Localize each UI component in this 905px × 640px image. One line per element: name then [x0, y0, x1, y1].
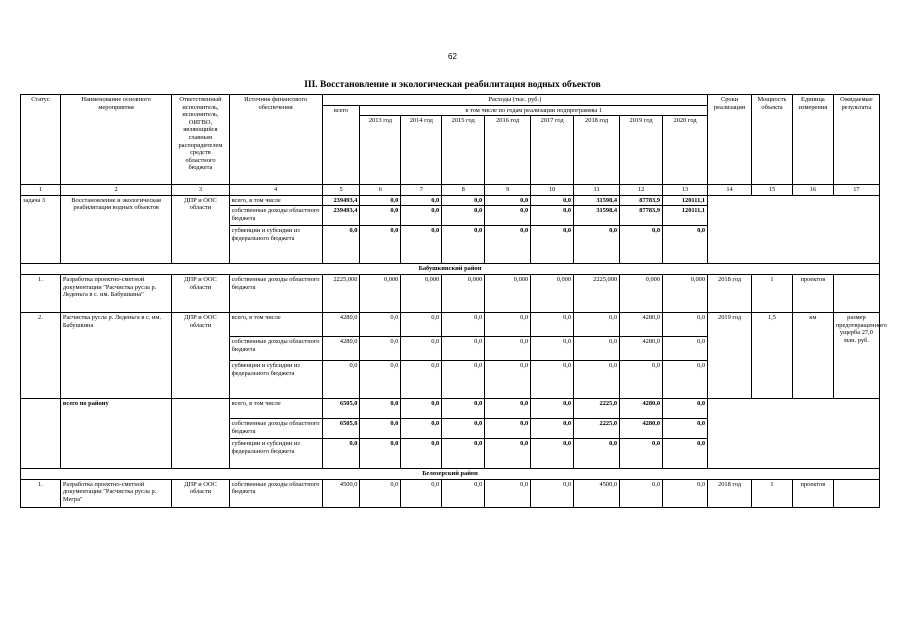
value-cell: 0,0	[485, 226, 531, 264]
source-cell: собственные доходы областного бюджета	[229, 336, 322, 360]
total-empty	[172, 398, 229, 468]
col-number: 14	[708, 185, 752, 196]
value-cell: 0,0	[401, 398, 442, 418]
value-cell: 0,0	[531, 206, 574, 226]
value-cell: 0,0	[360, 398, 401, 418]
value-cell: 0,0	[531, 312, 574, 336]
col-number: 10	[531, 185, 574, 196]
value-cell: 0,0	[401, 336, 442, 360]
value-cell: 0,0	[322, 360, 360, 398]
header-unit: Единица измерения	[792, 95, 833, 185]
value-cell: 31598,4	[574, 195, 620, 206]
item-responsible: ДПР и ООС области	[172, 312, 229, 398]
value-cell: 0,0	[531, 336, 574, 360]
expenses-table	[20, 94, 887, 508]
value-cell: 0,000	[663, 274, 708, 312]
value-cell: 0,0	[620, 479, 663, 507]
value-cell: 0,0	[663, 398, 708, 418]
value-cell: 0,0	[442, 312, 485, 336]
value-cell: 0,0	[360, 206, 401, 226]
task3-row-total	[21, 195, 880, 206]
value-cell: 0,000	[360, 274, 401, 312]
value-cell: 0,0	[442, 226, 485, 264]
value-cell: 0,0	[360, 360, 401, 398]
task3-name: Восстановление и экологическая реабилитация водных объектов	[60, 195, 171, 264]
header-year: 2014 год	[401, 116, 442, 185]
header-row-1	[21, 95, 880, 106]
col-number: 8	[442, 185, 485, 196]
value-cell: 31598,4	[574, 206, 620, 226]
header-power: Мощность объекта	[752, 95, 793, 185]
value-cell: 0,0	[322, 438, 360, 468]
value-cell: 0,0	[485, 479, 531, 507]
value-cell: 0,0	[401, 226, 442, 264]
value-cell: 0,0	[531, 398, 574, 418]
value-cell: 4280,0	[620, 336, 663, 360]
col-number: 4	[229, 185, 322, 196]
value-cell: 4500,0	[322, 479, 360, 507]
value-cell: 0,0	[360, 479, 401, 507]
value-cell: 0,0	[360, 226, 401, 264]
source-cell: субвенции и субсидии из федерального бюджета	[229, 360, 322, 398]
value-cell: 0,0	[485, 418, 531, 438]
value-cell: 0,0	[442, 398, 485, 418]
item-power: 1,5	[752, 312, 793, 398]
task3-empty	[708, 195, 880, 264]
item-number: 1.	[21, 274, 61, 312]
value-cell: 0,0	[401, 418, 442, 438]
col-number: 12	[620, 185, 663, 196]
header-year: 2019 год	[620, 116, 663, 185]
value-cell: 0,0	[574, 438, 620, 468]
value-cell: 120111,1	[663, 195, 708, 206]
value-cell: 4280,0	[620, 312, 663, 336]
header-year: 2013 год	[360, 116, 401, 185]
item-name: Расчистка русла р. Леденьга в с. им. Бабушкина	[60, 312, 171, 398]
value-cell: 0,0	[401, 438, 442, 468]
value-cell: 0,0	[574, 312, 620, 336]
value-cell: 0,0	[360, 195, 401, 206]
value-cell: 239493,4	[322, 206, 360, 226]
value-cell: 0,0	[401, 195, 442, 206]
item-responsible: ДПР и ООС области	[172, 274, 229, 312]
value-cell: 4280,0	[620, 398, 663, 418]
value-cell: 0,0	[322, 226, 360, 264]
item-term: 2018 год	[708, 479, 752, 507]
source-cell: субвенции и субсидии из федерального бюджета	[229, 226, 322, 264]
source-cell: собственные доходы областного бюджета	[229, 418, 322, 438]
col-number: 11	[574, 185, 620, 196]
col-number: 5	[322, 185, 360, 196]
item-result	[833, 274, 879, 312]
task3-responsible: ДПР и ООС области	[172, 195, 229, 264]
value-cell: 4500,0	[574, 479, 620, 507]
district1-item2-row-total	[21, 312, 880, 336]
section-title: III. Восстановление и экологическая реабилитация водных объектов	[304, 80, 601, 90]
item-unit: проектов	[792, 274, 833, 312]
district-name: Белозерский район	[21, 468, 880, 479]
header-by-years: в том числе по годам реализации подпрограммы 1	[360, 105, 708, 116]
value-cell: 0,0	[531, 438, 574, 468]
column-numbers-row	[21, 185, 880, 196]
value-cell: 2225,0	[574, 418, 620, 438]
value-cell: 0,0	[442, 418, 485, 438]
value-cell: 0,0	[401, 206, 442, 226]
col-number: 13	[663, 185, 708, 196]
value-cell: 4280,0	[620, 418, 663, 438]
value-cell: 0,0	[663, 438, 708, 468]
value-cell: 0,0	[620, 360, 663, 398]
value-cell: 0,0	[442, 206, 485, 226]
col-number: 9	[485, 185, 531, 196]
district-name: Бабушкинский район	[21, 264, 880, 275]
value-cell: 0,0	[442, 195, 485, 206]
value-cell: 0,0	[574, 360, 620, 398]
value-cell: 0,0	[442, 438, 485, 468]
value-cell: 2225,0	[574, 398, 620, 418]
source-cell: собственные доходы областного бюджета	[229, 206, 322, 226]
district2-item1-row	[21, 479, 880, 507]
item-power: 1	[752, 479, 793, 507]
value-cell: 120111,1	[663, 206, 708, 226]
value-cell: 6505,0	[322, 418, 360, 438]
district-row	[21, 468, 880, 479]
value-cell: 0,0	[401, 360, 442, 398]
value-cell: 0,000	[531, 274, 574, 312]
header-total: всего	[322, 105, 360, 185]
item-unit: км	[792, 312, 833, 398]
value-cell: 0,0	[620, 226, 663, 264]
value-cell: 87783,9	[620, 206, 663, 226]
source-cell: собственные доходы областного бюджета	[229, 479, 322, 507]
value-cell: 0,000	[442, 274, 485, 312]
total-empty	[21, 398, 61, 468]
district-total-label: всего по району	[60, 398, 171, 468]
district1-total-row-total	[21, 398, 880, 418]
col-number: 15	[752, 185, 793, 196]
value-cell: 0,0	[663, 360, 708, 398]
value-cell: 2225,000	[322, 274, 360, 312]
item-number: 2.	[21, 312, 61, 398]
item-power: 1	[752, 274, 793, 312]
value-cell: 0,0	[531, 479, 574, 507]
value-cell: 0,0	[663, 336, 708, 360]
value-cell: 4280,0	[322, 312, 360, 336]
header-year: 2015 год	[442, 116, 485, 185]
value-cell: 0,0	[531, 226, 574, 264]
item-result	[833, 479, 879, 507]
total-empty	[708, 398, 880, 468]
source-cell: всего, в том числе	[229, 398, 322, 418]
header-expenses: Расходы (тыс. руб.)	[322, 95, 707, 106]
value-cell: 0,0	[360, 336, 401, 360]
value-cell: 0,0	[663, 418, 708, 438]
item-name: Разработка проектно-сметной документации "Расчистка русла р. Мегра"	[60, 479, 171, 507]
header-results: Ожидаемые результаты	[833, 95, 879, 185]
value-cell: 0,0	[531, 195, 574, 206]
value-cell: 0,000	[485, 274, 531, 312]
value-cell: 0,0	[485, 398, 531, 418]
value-cell: 239493,4	[322, 195, 360, 206]
value-cell: 0,0	[401, 312, 442, 336]
district-row	[21, 264, 880, 275]
col-number: 16	[792, 185, 833, 196]
value-cell: 0,0	[485, 336, 531, 360]
source-cell: всего, в том числе	[229, 195, 322, 206]
value-cell: 4280,0	[322, 336, 360, 360]
value-cell: 0,0	[401, 479, 442, 507]
header-year: 2017 год	[531, 116, 574, 185]
col-number: 6	[360, 185, 401, 196]
header-year: 2018 год	[574, 116, 620, 185]
source-cell: субвенции и субсидии из федерального бюджета	[229, 438, 322, 468]
value-cell: 2225,000	[574, 274, 620, 312]
header-year: 2016 год	[485, 116, 531, 185]
value-cell: 0,0	[442, 360, 485, 398]
col-number: 17	[833, 185, 879, 196]
value-cell: 0,0	[531, 418, 574, 438]
value-cell: 0,0	[360, 438, 401, 468]
header-term: Сроки реализации	[708, 95, 752, 185]
value-cell: 0,0	[360, 312, 401, 336]
item-term: 2019 год	[708, 312, 752, 398]
source-cell: всего, в том числе	[229, 312, 322, 336]
value-cell: 0,000	[401, 274, 442, 312]
header-responsible: Ответственный исполнитель, исполнитель, ОИГВО, являющийся главным распорядителем средств областного бюджета	[172, 95, 229, 185]
item-unit: проектов	[792, 479, 833, 507]
col-number: 2	[60, 185, 171, 196]
source-cell: собственные доходы областного бюджета	[229, 274, 322, 312]
value-cell: 0,0	[574, 226, 620, 264]
value-cell: 0,0	[485, 195, 531, 206]
value-cell: 0,0	[442, 479, 485, 507]
value-cell: 0,0	[442, 336, 485, 360]
header-name: Наименование основного мероприятия	[60, 95, 171, 185]
value-cell: 0,0	[574, 336, 620, 360]
value-cell: 0,0	[663, 479, 708, 507]
header-status: Статус	[21, 95, 61, 185]
value-cell: 0,0	[485, 206, 531, 226]
district1-item1-row	[21, 274, 880, 312]
item-number: 1.	[21, 479, 61, 507]
item-responsible: ДПР и ООС области	[172, 479, 229, 507]
task3-status: задача 3	[21, 195, 61, 264]
item-result: размер предотвращенного ущерба 27,0 млн. руб.	[833, 312, 879, 398]
page-number: 62	[448, 52, 457, 61]
value-cell: 0,0	[531, 360, 574, 398]
value-cell: 0,000	[620, 274, 663, 312]
value-cell: 87783,9	[620, 195, 663, 206]
header-source: Источник финансового обеспечения	[229, 95, 322, 185]
value-cell: 0,0	[360, 418, 401, 438]
value-cell: 0,0	[663, 226, 708, 264]
value-cell: 6505,0	[322, 398, 360, 418]
col-number: 1	[21, 185, 61, 196]
value-cell: 0,0	[485, 312, 531, 336]
value-cell: 0,0	[663, 312, 708, 336]
item-term: 2018 год	[708, 274, 752, 312]
header-year: 2020 год	[663, 116, 708, 185]
value-cell: 0,0	[485, 438, 531, 468]
col-number: 7	[401, 185, 442, 196]
col-number: 3	[172, 185, 229, 196]
value-cell: 0,0	[485, 360, 531, 398]
value-cell: 0,0	[620, 438, 663, 468]
item-name: Разработка проектно-сметной документации "Расчистка русла р. Леденьга в с. им. Бабушкина"	[60, 274, 171, 312]
